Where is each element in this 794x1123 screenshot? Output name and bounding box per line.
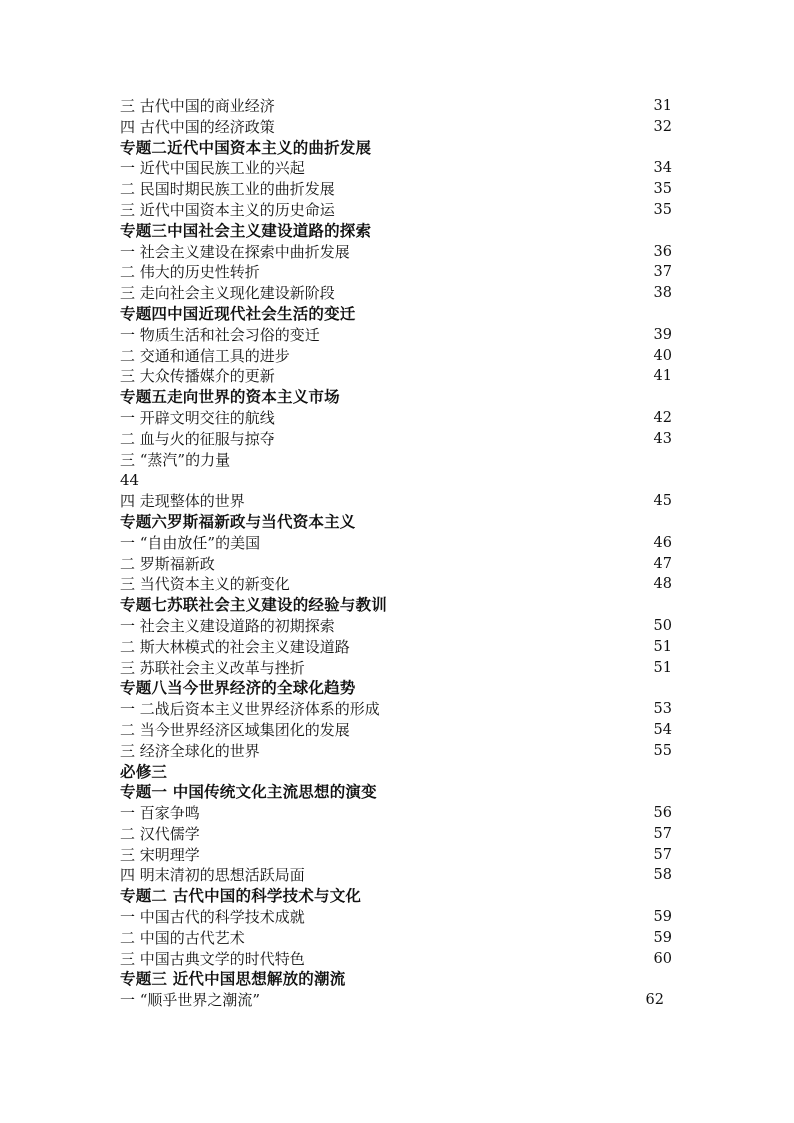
toc-entry-title: 一 “顺乎世界之潮流” bbox=[120, 991, 261, 1010]
toc-heading-title: 专题七苏联社会主义建设的经验与教训 bbox=[120, 595, 387, 615]
toc-heading-title: 专题三中国社会主义建设道路的探索 bbox=[120, 220, 372, 240]
toc-entry bbox=[120, 907, 680, 928]
toc-heading-title: 专题五走向世界的资本主义市场 bbox=[120, 387, 340, 407]
toc-heading-title: 专题八当今世界经济的全球化趋势 bbox=[120, 678, 356, 698]
toc-entry-title: 一 二战后资本主义世界经济体系的形成 bbox=[120, 700, 380, 719]
toc-entry bbox=[120, 158, 680, 179]
toc-entry bbox=[120, 242, 680, 263]
toc-entry bbox=[120, 803, 680, 824]
toc-page-number: 57 bbox=[653, 825, 672, 842]
toc-entry bbox=[120, 450, 680, 471]
toc-heading-title: 必修三 bbox=[120, 761, 168, 781]
toc-heading bbox=[120, 762, 680, 783]
toc-entry bbox=[120, 533, 680, 554]
toc-heading bbox=[120, 886, 680, 907]
toc-entry-title: 二 罗斯福新政 bbox=[120, 554, 215, 573]
toc-entry bbox=[120, 865, 680, 886]
toc-entry bbox=[120, 366, 680, 387]
toc-page-number: 35 bbox=[653, 201, 672, 218]
toc-page-number: 56 bbox=[653, 805, 672, 822]
toc-entry-title: 二 伟大的历史性转折 bbox=[120, 263, 260, 282]
toc-entry bbox=[120, 325, 680, 346]
toc-entry bbox=[120, 283, 680, 304]
toc-entry-title: 二 民国时期民族工业的曲折发展 bbox=[120, 180, 335, 199]
toc-entry bbox=[120, 699, 680, 720]
toc-page-number: 59 bbox=[653, 909, 672, 926]
toc-heading bbox=[120, 138, 680, 159]
toc-entry-title: 四 明末清初的思想活跃局面 bbox=[120, 866, 305, 885]
toc-page-number: 43 bbox=[653, 430, 672, 447]
toc-heading bbox=[120, 387, 680, 408]
toc-entry bbox=[120, 949, 680, 970]
toc-page-number: 57 bbox=[653, 846, 672, 863]
toc-entry-title: 一 中国古代的科学技术成就 bbox=[120, 908, 305, 927]
toc-entry-title: 二 汉代儒学 bbox=[120, 824, 200, 843]
toc-heading-title: 专题三 近代中国思想解放的潮流 bbox=[120, 969, 346, 989]
toc-heading bbox=[120, 595, 680, 616]
toc-entry-title: 三 近代中国资本主义的历史命运 bbox=[120, 200, 335, 219]
toc-entry-title: 三 走向社会主义现化建设新阶段 bbox=[120, 284, 335, 303]
toc-page-number: 59 bbox=[653, 929, 672, 946]
toc-heading bbox=[120, 512, 680, 533]
toc-entry bbox=[120, 429, 680, 450]
toc-entry-title: 四 走现整体的世界 bbox=[120, 492, 245, 511]
toc-entry-title: 二 血与火的征服与掠夺 bbox=[120, 429, 275, 448]
toc-entry bbox=[120, 845, 680, 866]
toc-entry bbox=[120, 720, 680, 741]
toc-page-number: 50 bbox=[653, 617, 672, 634]
toc-page-number: 55 bbox=[653, 742, 672, 759]
toc-page-number: 42 bbox=[653, 409, 672, 426]
toc-page-number: 46 bbox=[653, 534, 672, 551]
toc-entry-title: 二 交通和通信工具的进步 bbox=[120, 346, 290, 365]
toc-page-number: 53 bbox=[653, 701, 672, 718]
toc-entry bbox=[120, 574, 680, 595]
toc-page-number: 51 bbox=[653, 659, 672, 676]
toc-page-number: 48 bbox=[653, 576, 672, 593]
toc-entry bbox=[120, 554, 680, 575]
toc-entry-title: 三 苏联社会主义改革与挫折 bbox=[120, 658, 305, 677]
toc-entry-title: 一 百家争鸣 bbox=[120, 804, 200, 823]
toc-page-number: 38 bbox=[653, 285, 672, 302]
toc-entry bbox=[120, 262, 680, 283]
toc-entry-title: 四 古代中国的经济政策 bbox=[120, 117, 275, 136]
toc-page-number: 37 bbox=[653, 264, 672, 281]
toc-heading bbox=[120, 969, 680, 990]
toc-page-number: 40 bbox=[653, 347, 672, 364]
toc-entry bbox=[120, 117, 680, 138]
toc-entry bbox=[120, 408, 680, 429]
toc-entry-title: 44 bbox=[120, 471, 140, 490]
toc-page-number: 32 bbox=[653, 118, 672, 135]
toc-entry bbox=[120, 179, 680, 200]
toc-entry-title: 三 中国古典文学的时代特色 bbox=[120, 949, 305, 968]
toc-entry bbox=[120, 928, 680, 949]
toc-heading bbox=[120, 221, 680, 242]
toc-entry-title: 一 开辟文明交往的航线 bbox=[120, 408, 275, 427]
toc-entry bbox=[120, 990, 680, 1011]
toc-heading bbox=[120, 304, 680, 325]
toc-entry bbox=[120, 96, 680, 117]
toc-page-number: 35 bbox=[653, 181, 672, 198]
toc-heading bbox=[120, 782, 680, 803]
toc-entry-title: 二 当今世界经济区域集团化的发展 bbox=[120, 720, 350, 739]
toc-page-number: 41 bbox=[653, 368, 672, 385]
toc-entry-title: 一 物质生活和社会习俗的变迁 bbox=[120, 325, 320, 344]
toc-entry-title: 三 大众传播媒介的更新 bbox=[120, 367, 275, 386]
toc-page-number: 60 bbox=[653, 950, 672, 967]
toc-page-number: 58 bbox=[653, 867, 672, 884]
toc-heading-title: 专题二 古代中国的科学技术与文化 bbox=[120, 886, 362, 906]
toc-entry-title: 一 “自由放任”的美国 bbox=[120, 533, 261, 552]
toc-heading-title: 专题四中国近现代社会生活的变迁 bbox=[120, 303, 356, 323]
toc-heading-title: 专题一 中国传统文化主流思想的演变 bbox=[120, 782, 377, 802]
toc-entry-title: 三 宋明理学 bbox=[120, 845, 200, 864]
toc-entry-title: 二 中国的古代艺术 bbox=[120, 928, 245, 947]
toc-entry-title: 一 近代中国民族工业的兴起 bbox=[120, 159, 305, 178]
toc-entry bbox=[120, 824, 680, 845]
toc-entry bbox=[120, 616, 680, 637]
toc-page-number: 34 bbox=[653, 160, 672, 177]
toc-heading-title: 专题六罗斯福新政与当代资本主义 bbox=[120, 511, 356, 531]
toc-entry bbox=[120, 470, 680, 491]
toc-entry-title: 一 社会主义建设在探索中曲折发展 bbox=[120, 242, 350, 261]
toc-entry bbox=[120, 491, 680, 512]
toc-entry-title: 三 经济全球化的世界 bbox=[120, 741, 260, 760]
toc-page-number: 47 bbox=[653, 555, 672, 572]
table-of-contents bbox=[120, 96, 680, 1011]
toc-page-number: 51 bbox=[653, 638, 672, 655]
toc-entry bbox=[120, 346, 680, 367]
toc-entry-title: 三 当代资本主义的新变化 bbox=[120, 575, 290, 594]
toc-entry bbox=[120, 658, 680, 679]
toc-page-number: 39 bbox=[653, 326, 672, 343]
toc-page-number: 45 bbox=[653, 493, 672, 510]
toc-entry bbox=[120, 741, 680, 762]
toc-entry-title: 二 斯大林模式的社会主义建设道路 bbox=[120, 637, 350, 656]
toc-page-number: 31 bbox=[653, 98, 672, 114]
toc-heading-title: 专题二近代中国资本主义的曲折发展 bbox=[120, 137, 372, 157]
toc-heading bbox=[120, 678, 680, 699]
toc-page-number: 36 bbox=[653, 243, 672, 260]
toc-entry-title: 三 “蒸汽”的力量 bbox=[120, 450, 231, 469]
toc-page-number: 54 bbox=[653, 721, 672, 738]
toc-entry bbox=[120, 637, 680, 658]
toc-page-number: 62 bbox=[645, 992, 664, 1009]
toc-entry-title: 三 古代中国的商业经济 bbox=[120, 97, 275, 115]
toc-entry bbox=[120, 200, 680, 221]
toc-entry-title: 一 社会主义建设道路的初期探索 bbox=[120, 616, 335, 635]
